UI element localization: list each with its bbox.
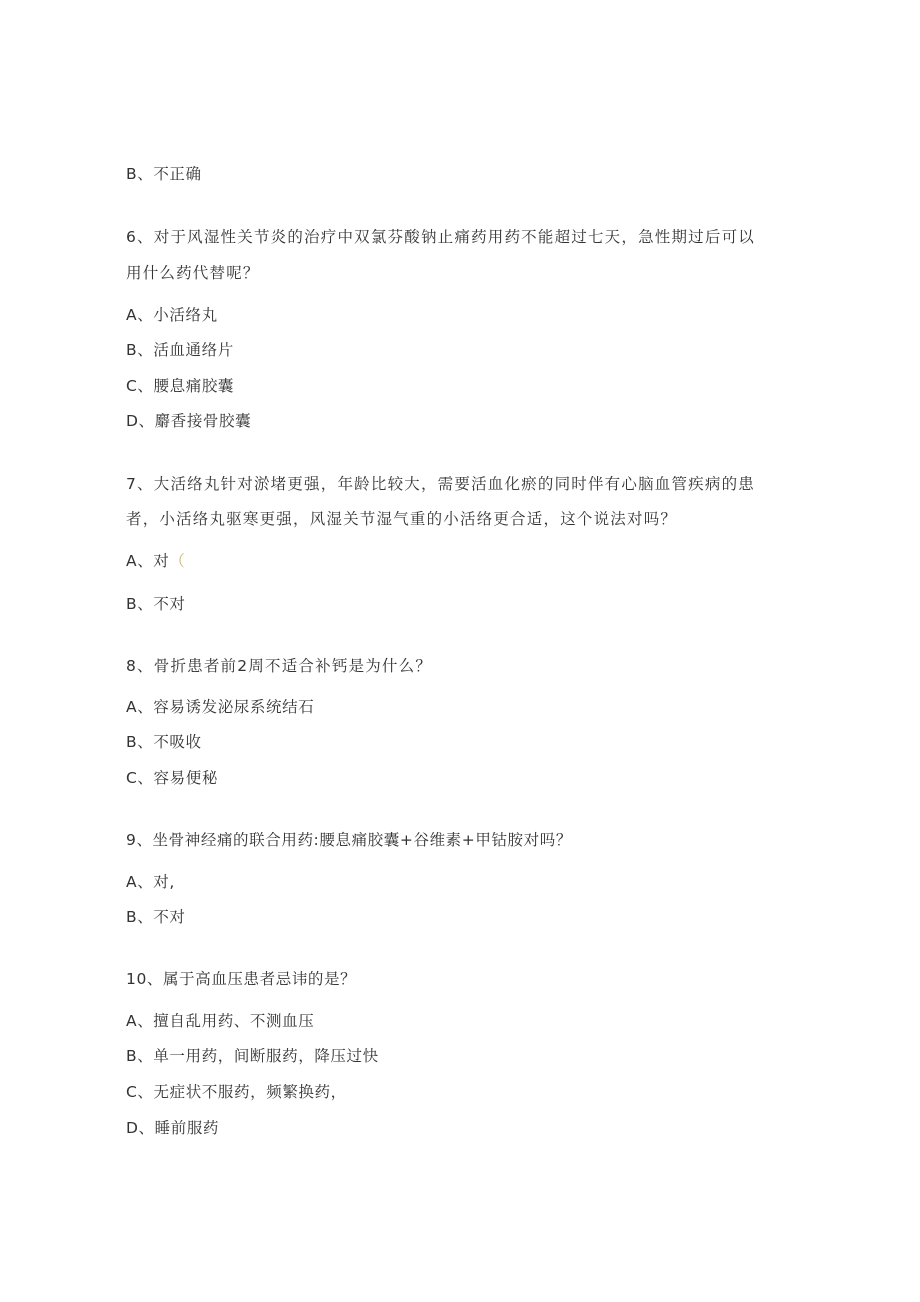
question-9: 9、坐骨神经痛的联合用药:腰息痛胶囊+谷维素+甲钴胺对吗？ [126, 831, 572, 849]
option-q7-a-text: A、对 [126, 552, 170, 570]
option-q6-b: B、活血通络片 [126, 341, 234, 359]
option-q10-c: C、无症状不服药，频繁换药， [126, 1083, 347, 1101]
stray-mark: （ [169, 552, 186, 570]
option-q9-b: B、不对 [126, 908, 186, 926]
option-q10-d: D、睡前服药 [126, 1119, 220, 1137]
question-6-line-1: 6、对于风湿性关节炎的治疗中双氯芬酸钠止痛药用药不能超过七天，急性期过后可以 [126, 228, 755, 246]
option-q9-a: A、对, [126, 873, 175, 891]
option-q6-d: D、麝香接骨胶囊 [126, 412, 252, 430]
question-8: 8、骨折患者前2周不适合补钙是为什么？ [126, 657, 433, 675]
option-q7-b: B、不对 [126, 595, 186, 613]
option-q5-b: B、不正确 [126, 165, 202, 183]
option-q6-a: A、小活络丸 [126, 306, 218, 324]
option-q8-c: C、容易便秘 [126, 769, 218, 787]
question-7-line-2: 者，小活络丸驱寒更强，风湿关节湿气重的小活络更合适，这个说法对吗？ [126, 510, 678, 528]
option-q10-a: A、擅自乱用药、不测血压 [126, 1012, 315, 1030]
option-q10-b: B、单一用药，间断服药，降压过快 [126, 1047, 379, 1065]
question-7-line-1: 7、大活络丸针对淤堵更强，年龄比较大，需要活血化瘀的同时伴有心脑血管疾病的患 [126, 475, 755, 493]
option-q6-c: C、腰息痛胶囊 [126, 377, 235, 395]
question-6-line-2: 用什么药代替呢？ [126, 264, 260, 282]
option-q8-a: A、容易诱发泌尿系统结石 [126, 698, 315, 716]
question-10: 10、属于高血压患者忌讳的是？ [126, 970, 357, 988]
option-q8-b: B、不吸收 [126, 733, 202, 751]
option-q7-a [126, 551, 186, 571]
